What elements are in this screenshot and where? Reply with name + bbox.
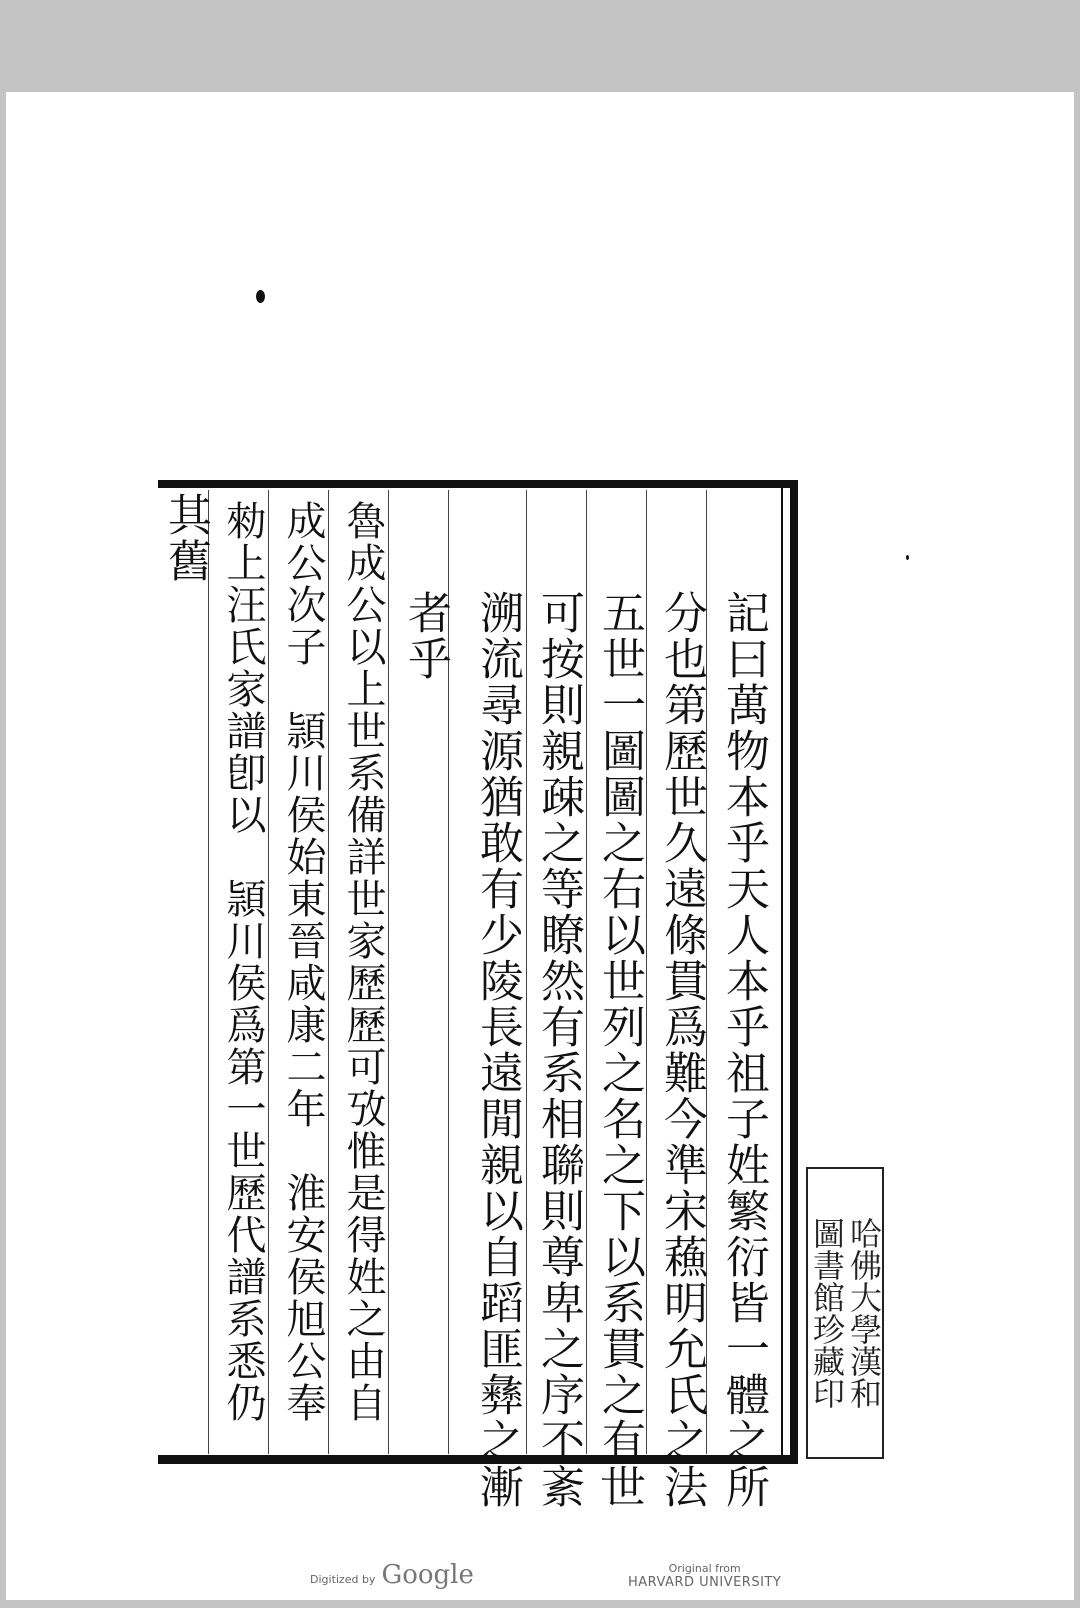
text-column-9: 勑上汪氏家譜卽以 頴川侯爲第一世歷代譜系悉仍: [220, 500, 266, 1424]
ink-speck: [256, 290, 265, 303]
ink-speck: [906, 555, 909, 560]
library-seal: [806, 1167, 884, 1459]
text-column-2: 分也第歷世久遠條貫爲難今準宋蘓明允氏之法: [656, 590, 707, 1510]
margin-text-column: 其舊: [160, 492, 211, 584]
original-from-label: [628, 1562, 781, 1590]
column-divider: [526, 490, 527, 1454]
original-from-text: Original from: [668, 1562, 741, 1575]
digitized-by-text: Digitized by: [310, 1573, 376, 1586]
seal-column-1: 哈佛大學漢和: [845, 1217, 883, 1409]
frame-right-rule: [790, 480, 798, 1464]
text-column-7: 魯成公以上世系備詳世家歷歷可攷惟是得姓之由自: [340, 500, 386, 1424]
university-name: HARVARD UNIVERSITY: [628, 1575, 782, 1590]
frame-inner-rule: [781, 488, 783, 1455]
text-column-6: 者乎: [400, 590, 451, 682]
frame-top-rule: [158, 480, 798, 488]
text-column-8: 成公次子 頴川侯始東晉咸康二年 淮安侯旭公奉: [280, 500, 326, 1424]
text-column-3: 五世一圖圖之右以世列之名之下以系貫之有世: [594, 590, 645, 1510]
digitized-by-label: [310, 1560, 474, 1590]
text-column-1: 記曰萬物本乎天人本乎祖子姓繁衍皆一體之所: [718, 590, 769, 1510]
google-logo: Google: [381, 1560, 474, 1590]
text-column-4: 可按則親疎之等瞭然有系相聯則尊卑之序不紊: [533, 590, 584, 1510]
seal-column-2: 圖書館珍藏印: [808, 1217, 846, 1409]
column-divider: [208, 490, 209, 1454]
text-frame: [158, 480, 798, 1510]
text-column-5: 溯流尋源猶敢有少陵長遠閒親以自蹈匪彝之漸: [472, 590, 523, 1510]
